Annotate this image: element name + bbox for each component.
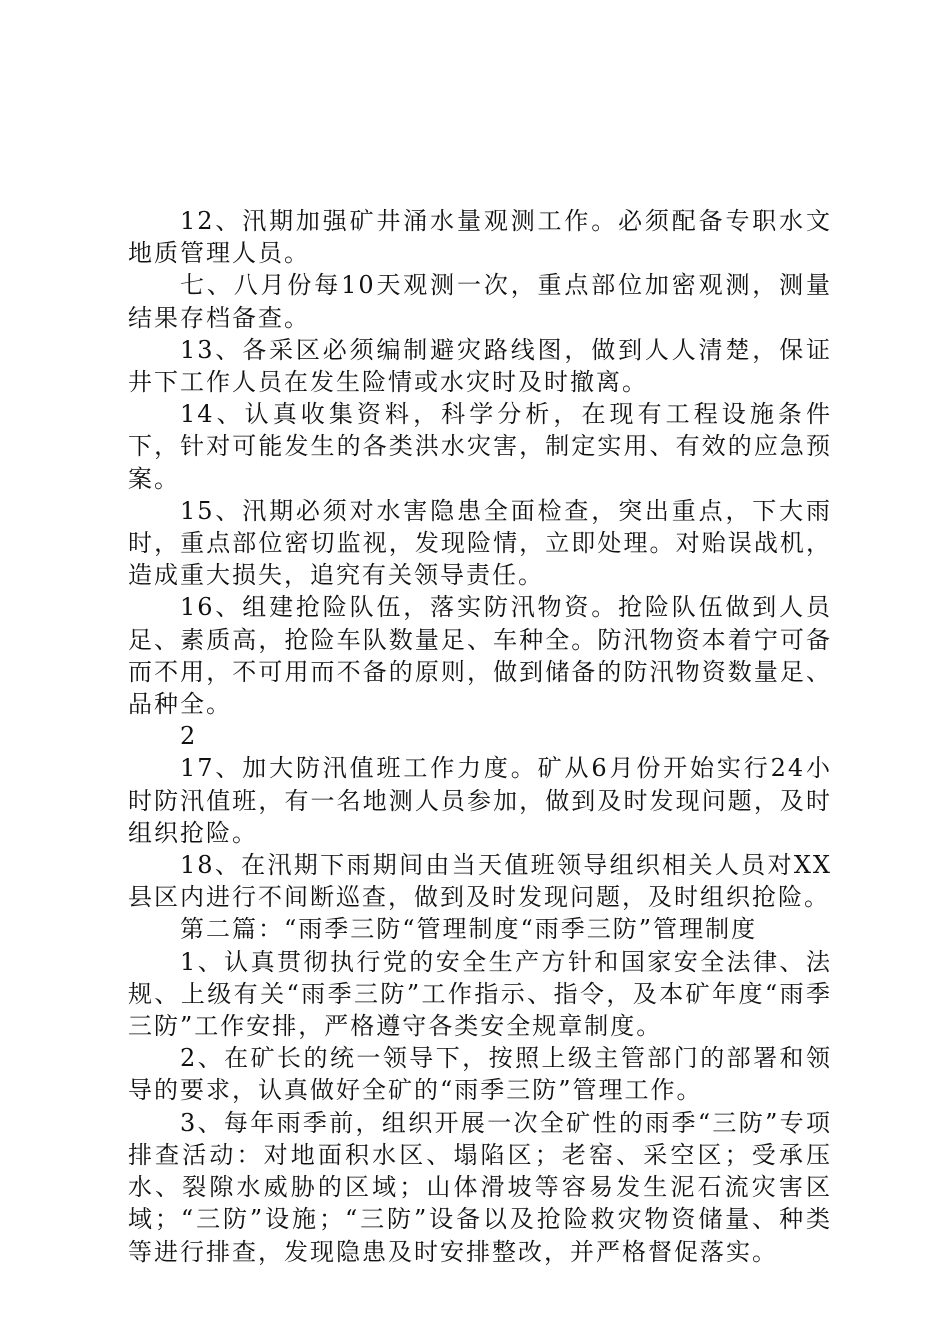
paragraph-item-18: 18、在汛期下雨期间由当天值班领导组织相关人员对XX县区内进行不间断巡查，做到及时发现问题，及时组织抢险。: [128, 851, 832, 912]
paragraph-item-12: 12、汛期加强矿井涌水量观测工作。必须配备专职水文地质管理人员。: [128, 207, 832, 268]
paragraph-item-17: 17、加大防汛值班工作力度。矿从6月份开始实行24小时防汛值班，有一名地测人员参加，做到及时发现问题，及时组织抢险。: [128, 754, 832, 847]
paragraph-item-16: 16、组建抢险队伍，落实防汛物资。抢险队伍做到人员足、素质高，抢险车队数量足、车种全。防汛物资本着宁可备而不用，不可用而不备的原则，做到储备的防汛物资数量足、品种全。: [128, 593, 832, 719]
paragraph-observation-schedule: 七、八月份每10天观测一次，重点部位加密观测，测量结果存档备查。: [128, 271, 832, 332]
paragraph-item-15: 15、汛期必须对水害隐患全面检查，突出重点，下大雨时，重点部位密切监视，发现险情，立即处理。对贻误战机，造成重大损失，追究有关领导责任。: [128, 496, 832, 590]
section-heading: 第二篇：“雨季三防“管理制度“雨季三防”管理制度: [180, 915, 758, 944]
paragraph-rule-3: 3、每年雨季前，组织开展一次全矿性的雨季“三防”专项排查活动：对地面积水区、塌陷区；老窑、采空区；受承压水、裂隙水威胁的区域；山体滑坡等容易发生泥石流灾害区域；“三防”设施；“三防”设备以及抢险救灾物资储量、种类等进行排查，发现隐患及时安排整改，并严格督促落实。: [128, 1108, 832, 1266]
paragraph-item-13: 13、各采区必须编制避灾路线图，做到人人清楚，保证井下工作人员在发生险情或水灾时及时撤离。: [128, 335, 832, 397]
document-body: [128, 205, 832, 1268]
paragraph-item-14: 14、认真收集资料，科学分析，在现有工程设施条件下，针对可能发生的各类洪水灾害，制定实用、有效的应急预案。: [128, 400, 832, 493]
paragraph-rule-1: 1、认真贯彻执行党的安全生产方针和国家安全法律、法规、上级有关“雨季三防”工作指示、指令，及本矿年度“雨季三防”工作安排，严格遵守各类安全规章制度。: [128, 947, 832, 1041]
paragraph-rule-2: 2、在矿长的统一领导下，按照上级主管部门的部署和领导的要求，认真做好全矿的“雨季三防”管理工作。: [128, 1044, 832, 1105]
page-number: 2: [180, 722, 198, 751]
